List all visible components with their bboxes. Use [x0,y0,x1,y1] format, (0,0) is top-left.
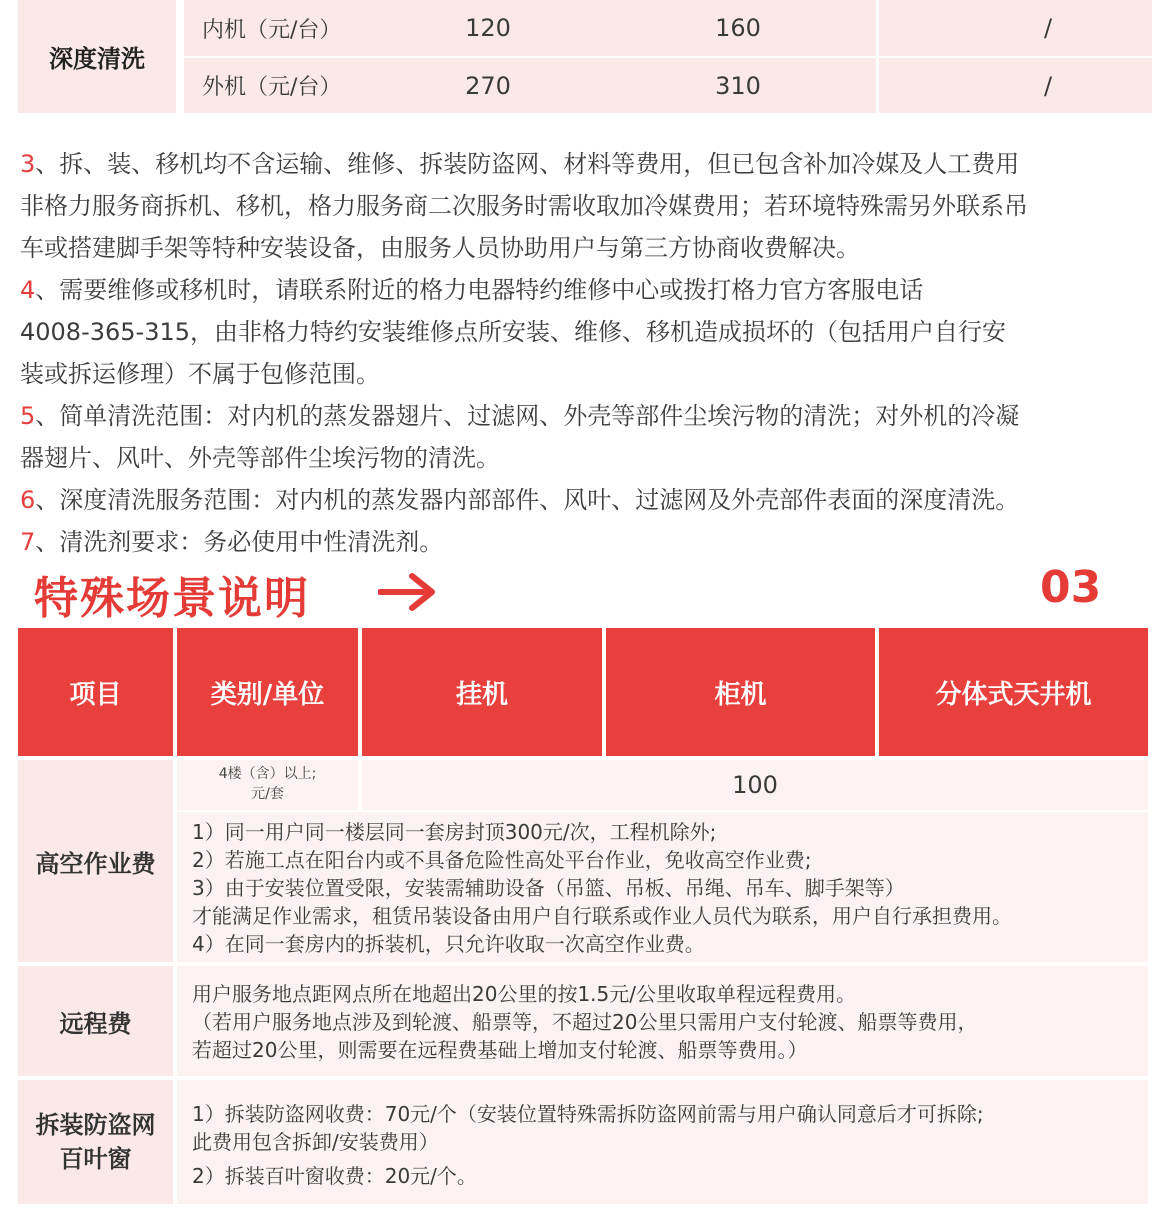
remote-fee-rule: （若用户服务地点涉及到轮渡、船票等，不超过20公里只需用户支付轮渡、船票等费用， [192,1010,978,1034]
section-title: 特殊场景说明 [34,573,310,624]
note-line: 7、清洗剂要求：务必使用中性清洗剂。 [20,528,444,556]
remote-fee-rule: 用户服务地点距网点所在地超出20公里的按1.5元/公里收取单程远程费用。 [192,982,856,1006]
note-line: 装或拆运修理）不属于包修范围。 [20,360,380,388]
high-altitude-rule: 1）同一用户同一楼层同一套房封顶300元/次，工程机除外; [192,820,717,844]
high-altitude-label: 高空作业费 [35,849,156,878]
header-category: 类别/单位 [177,628,358,756]
note-line: 器翅片、风叶、外壳等部件尘埃污物的清洗。 [20,444,500,472]
ceiling-outdoor-price: / [1043,71,1053,100]
high-altitude-category: 4楼（含）以上; 元/套 [218,766,317,802]
section-number: 03 [1040,562,1102,613]
unit-indoor: 内机（元/台） [202,17,342,43]
wall-indoor-price: 120 [465,14,511,42]
ceiling-indoor-price: / [1043,14,1053,42]
note-line: 3、拆、装、移机均不含运输、维修、拆装防盗网、材料等费用，但已包含补加冷媒及人工费用 [20,150,1020,178]
remote-fee-rule: 若超过20公里，则需要在远程费基础上增加支付轮渡、船票等费用。） [192,1038,808,1062]
unit-outdoor: 外机（元/台） [202,75,342,100]
cabinet-outdoor-price: 310 [715,71,761,100]
header-item: 项目 [18,628,173,756]
note-line: 4、需要维修或移机时，请联系附近的格力电器特约维修中心或拨打格力官方客服电话 [20,276,924,304]
high-altitude-rule: 才能满足作业需求，租赁吊装设备由用户自行联系或作业人员代为联系，用户自行承担费用。 [192,904,1012,928]
note-line: 4008-365-315，由非格力特约安装维修点所安装、维修、移机造成损坏的（包括用户自行安 [20,318,1007,346]
note-line: 车或搭建脚手架等特种安装设备，由服务人员协助用户与第三方协商收费解决。 [20,234,860,262]
header-ceiling-unit: 分体式天井机 [879,628,1148,756]
deep-clean-table [18,0,1152,113]
header-wall-unit: 挂机 [362,628,602,756]
high-altitude-price: 100 [732,771,778,799]
remote-fee-label: 远程费 [59,1009,132,1038]
note-line: 6、深度清洗服务范围：对内机的蒸发器内部部件、风叶、过滤网及外壳部件表面的深度清洗。 [20,486,1020,514]
arrow-right-icon [378,570,438,614]
anti-theft-rule: 此费用包含拆卸/安装费用） [192,1130,439,1154]
anti-theft-label: 拆装防盗网 百叶窗 [35,1111,156,1173]
header-cabinet-unit: 柜机 [606,628,875,756]
high-altitude-rule: 3）由于安装位置受限，安装需辅助设备（吊篮、吊板、吊绳、吊车、脚手架等） [192,876,905,900]
anti-theft-rule: 2）拆装百叶窗收费：20元/个。 [192,1164,477,1188]
column-divider [176,0,184,113]
note-line: 非格力服务商拆机、移机，格力服务商二次服务时需收取加冷媒费用；若环境特殊需另外联系吊 [20,192,1028,220]
deep-clean-label: 深度清洗 [49,45,145,73]
anti-theft-rule: 1）拆装防盗网收费：70元/个（安装位置特殊需拆防盗网前需与用户确认同意后才可拆除; [192,1102,984,1126]
high-altitude-rule: 2）若施工点在阳台内或不具备危险性高处平台作业，免收高空作业费; [192,848,812,872]
note-line: 5、简单清洗范围：对内机的蒸发器翅片、过滤网、外壳等部件尘埃污物的清洗；对外机的冷凝 [20,402,1020,430]
wall-outdoor-price: 270 [465,71,511,100]
cabinet-indoor-price: 160 [715,14,761,42]
high-altitude-rule: 4）在同一套房内的拆装机，只允许收取一次高空作业费。 [192,932,705,956]
